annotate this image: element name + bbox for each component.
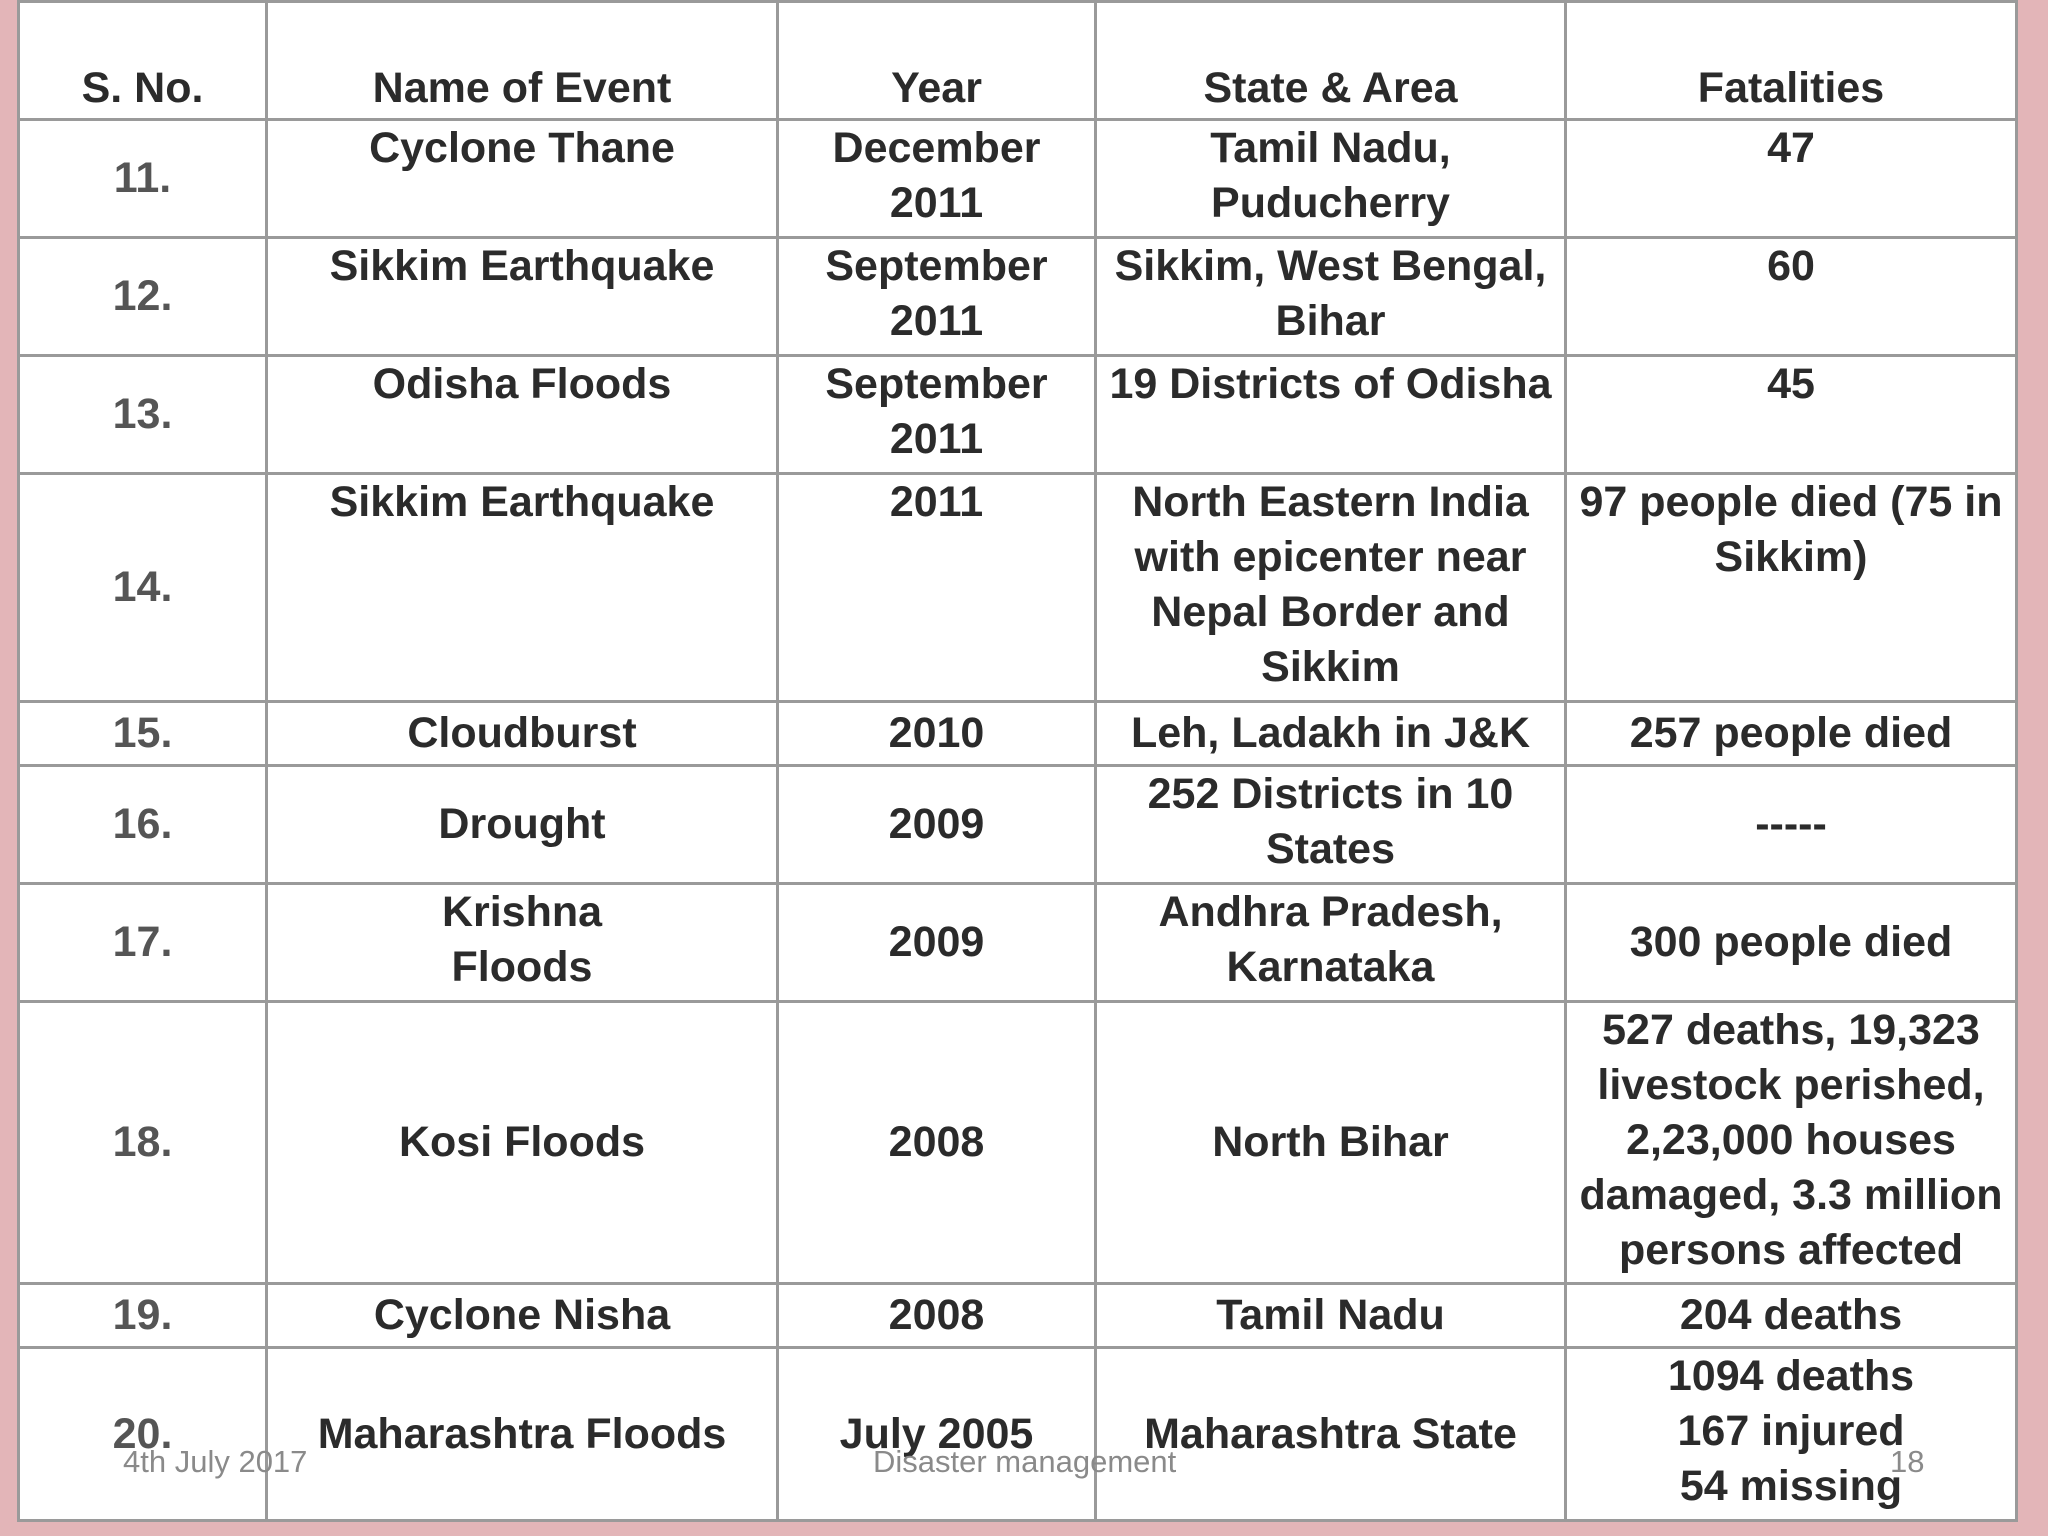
cell-line: persons affected (1618, 1226, 1964, 1274)
cell-line: 204 deaths (1679, 1291, 1903, 1339)
cell-line: 257 people died (1629, 709, 1953, 757)
cell-line: 54 missing (1679, 1462, 1903, 1510)
table-row (19, 238, 2017, 356)
cell-event (267, 702, 778, 766)
cell-year (778, 238, 1096, 356)
cell-area (1096, 1002, 1566, 1284)
cell-fatalities (1566, 702, 2017, 766)
header-fatalities: Fatalities (1566, 2, 2017, 120)
cell-line: Tamil Nadu (1216, 1291, 1445, 1339)
cell-line: Sikkim (1261, 643, 1400, 691)
table-header-row (19, 2, 2017, 120)
footer-page-number: 18 (1890, 1444, 1925, 1479)
cell-year (778, 1348, 1096, 1521)
cell-event (267, 238, 778, 356)
cell-sno: 14. (19, 474, 267, 702)
cell-line: Bihar (1275, 297, 1386, 345)
cell-line: Puducherry (1211, 179, 1450, 227)
cell-line: 60 (1767, 242, 1815, 290)
cell-line: with epicenter near (1134, 533, 1527, 581)
cell-line: July 2005 (839, 1409, 1034, 1458)
cell-line: 2011 (889, 179, 984, 227)
cell-area (1096, 702, 1566, 766)
cell-line: Sikkim, West Bengal, (1114, 242, 1547, 290)
header-area: State & Area (1096, 2, 1566, 120)
cell-sno: 16. (19, 766, 267, 884)
cell-line: Maharashtra State (1144, 1409, 1517, 1458)
cell-line: Drought (438, 800, 606, 848)
cell-event (267, 356, 778, 474)
cell-line: States (1265, 825, 1396, 873)
cell-line: September (825, 242, 1048, 290)
cell-event (267, 1284, 778, 1348)
cell-year (778, 766, 1096, 884)
cell-area (1096, 1284, 1566, 1348)
cell-line: Cyclone Nisha (373, 1291, 671, 1339)
header-year: Year (778, 2, 1096, 120)
cell-line: December (832, 124, 1041, 172)
cell-line: 2011 (889, 297, 984, 345)
cell-line: 527 deaths, 19,323 (1602, 1006, 1980, 1054)
cell-line: 300 people died (1629, 918, 1953, 966)
cell-sno: 12. (19, 238, 267, 356)
cell-line: Leh, Ladakh in J&K (1130, 709, 1530, 757)
cell-area (1096, 474, 1566, 702)
cell-year (778, 1284, 1096, 1348)
cell-event (267, 474, 778, 702)
cell-area (1096, 766, 1566, 884)
cell-line: Floods (451, 943, 593, 991)
cell-event (267, 884, 778, 1002)
cell-fatalities (1566, 474, 2017, 702)
cell-line: Tamil Nadu, (1210, 124, 1451, 172)
cell-line: 167 injured (1677, 1407, 1905, 1455)
cell-fatalities (1566, 120, 2017, 238)
cell-year (778, 356, 1096, 474)
table-row (19, 766, 2017, 884)
cell-line: 2009 (888, 918, 985, 966)
cell-line: Cyclone Thane (369, 124, 675, 172)
table-row (19, 474, 2017, 702)
cell-fatalities (1566, 884, 2017, 1002)
cell-event (267, 766, 778, 884)
cell-line: 2011 (889, 478, 984, 526)
disaster-events-table (17, 0, 2018, 1522)
cell-line: Krishna (441, 888, 603, 936)
cell-event (267, 120, 778, 238)
cell-line: 45 (1767, 360, 1815, 408)
cell-sno: 15. (19, 702, 267, 766)
cell-line: Cloudburst (407, 709, 637, 757)
table-row (19, 120, 2017, 238)
cell-fatalities (1566, 1002, 2017, 1284)
cell-line: ----- (1755, 800, 1827, 848)
cell-line: 2008 (888, 1291, 985, 1339)
cell-sno: 20. (19, 1348, 267, 1521)
cell-area (1096, 884, 1566, 1002)
cell-sno: 11. (19, 120, 267, 238)
cell-line: Maharashtra Floods (317, 1409, 727, 1458)
cell-event (267, 1348, 778, 1521)
cell-year (778, 474, 1096, 702)
cell-fatalities (1566, 238, 2017, 356)
footer-date: 4th July 2017 (123, 1444, 308, 1479)
cell-line: Kosi Floods (398, 1118, 646, 1166)
table-row (19, 1348, 2017, 1521)
table-row (19, 702, 2017, 766)
cell-line: livestock perished, (1597, 1061, 1985, 1109)
cell-sno: 19. (19, 1284, 267, 1348)
table-row (19, 884, 2017, 1002)
cell-line: 19 Districts of Odisha (1109, 360, 1552, 408)
footer-title: Disaster management (873, 1444, 1177, 1479)
cell-fatalities (1566, 1284, 2017, 1348)
cell-sno: 13. (19, 356, 267, 474)
cell-year (778, 120, 1096, 238)
cell-line: 97 people died (75 in (1579, 478, 2003, 526)
cell-fatalities (1566, 356, 2017, 474)
cell-line: Karnataka (1226, 943, 1435, 991)
cell-fatalities (1566, 1348, 2017, 1521)
cell-line: damaged, 3.3 million (1579, 1171, 2003, 1219)
cell-line: 2010 (888, 709, 985, 757)
cell-line: Andhra Pradesh, (1158, 888, 1503, 936)
cell-line: Sikkim) (1714, 533, 1868, 581)
cell-line: North Bihar (1212, 1118, 1449, 1166)
cell-line: Nepal Border and (1151, 588, 1510, 636)
cell-line: 2,23,000 houses (1626, 1116, 1956, 1164)
cell-line: Odisha Floods (372, 360, 672, 408)
cell-event (267, 1002, 778, 1284)
cell-sno: 17. (19, 884, 267, 1002)
header-event: Name of Event (267, 2, 778, 120)
cell-line: Sikkim Earthquake (329, 478, 715, 526)
cell-area (1096, 1348, 1566, 1521)
table-row (19, 1002, 2017, 1284)
cell-line: 252 Districts in 10 (1147, 770, 1514, 818)
cell-year (778, 702, 1096, 766)
slide (17, 0, 2015, 1519)
cell-area (1096, 120, 1566, 238)
table-row (19, 1284, 2017, 1348)
cell-year (778, 884, 1096, 1002)
table-row (19, 356, 2017, 474)
cell-line: 2011 (889, 415, 984, 463)
cell-line: 2008 (888, 1118, 985, 1166)
cell-sno: 18. (19, 1002, 267, 1284)
header-sno: S. No. (19, 2, 267, 120)
cell-line: North Eastern India (1132, 478, 1529, 526)
cell-year (778, 1002, 1096, 1284)
cell-line: 47 (1767, 124, 1815, 172)
cell-line: 2009 (888, 800, 985, 848)
cell-area (1096, 238, 1566, 356)
cell-line: Sikkim Earthquake (329, 242, 715, 290)
cell-line: September (825, 360, 1048, 408)
cell-area (1096, 356, 1566, 474)
cell-line: 1094 deaths (1667, 1352, 1915, 1400)
cell-fatalities (1566, 766, 2017, 884)
